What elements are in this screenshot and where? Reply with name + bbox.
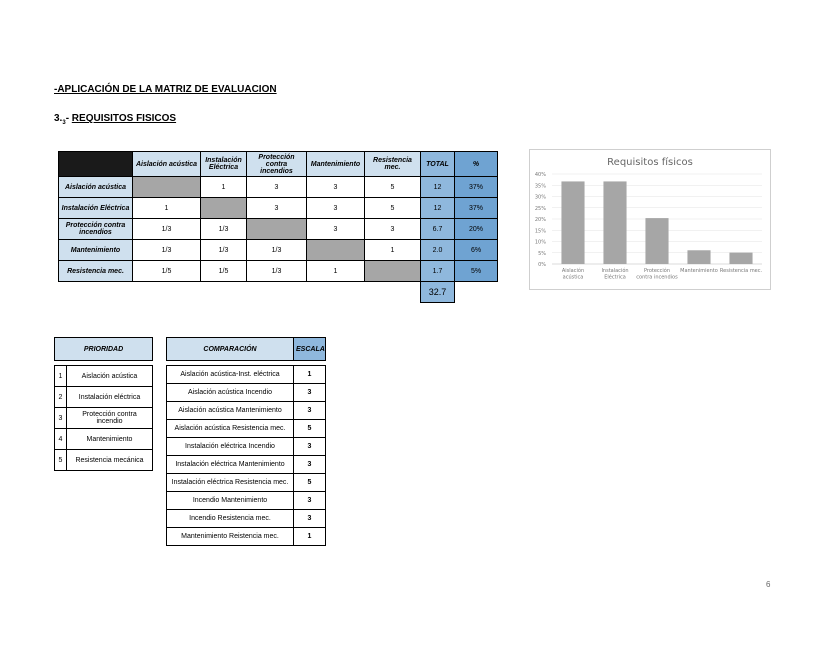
comparison-label: Incendio Mantenimiento — [167, 492, 294, 510]
matrix-pct: 5% — [455, 261, 498, 282]
matrix-cell: 1/3 — [201, 240, 247, 261]
priority-number: 2 — [55, 387, 67, 408]
matrix-diagonal-cell — [365, 261, 421, 282]
chart-y-tick-label: 30% — [534, 194, 546, 201]
chart-y-tick-label: 15% — [534, 228, 546, 235]
matrix-corner — [59, 152, 133, 177]
evaluation-matrix — [58, 151, 498, 303]
comparison-row — [167, 384, 326, 402]
matrix-total: 1.7 — [421, 261, 455, 282]
comparison-label: Mantenimiento Reistencia mec. — [167, 528, 294, 546]
chart-bar — [729, 253, 752, 264]
comparison-row — [167, 438, 326, 456]
comparison-scale: 3 — [294, 456, 326, 474]
comparison-scale: 3 — [294, 510, 326, 528]
matrix-col-header: Aislación acústica — [133, 152, 201, 177]
comparison-scale: 3 — [294, 492, 326, 510]
matrix-cell: 1/3 — [133, 219, 201, 240]
comparison-scale: 5 — [294, 474, 326, 492]
chart-y-tick-label: 0% — [538, 262, 546, 268]
chart-bar — [645, 218, 668, 264]
matrix-cell: 3 — [307, 219, 365, 240]
comparison-label: Instalación eléctrica Mantenimiento — [167, 456, 294, 474]
matrix-row-label: Instalación Eléctrica — [59, 198, 133, 219]
chart-x-tick-label: acústica — [562, 274, 584, 281]
chart-bar — [561, 181, 584, 264]
matrix-row — [59, 198, 498, 219]
priority-number: 4 — [55, 429, 67, 450]
chart-canvas — [530, 150, 770, 289]
comparison-label: Instalación eléctrica Resistencia mec. — [167, 474, 294, 492]
matrix-cell: 1/3 — [247, 261, 307, 282]
matrix-cell: 3 — [307, 198, 365, 219]
document-heading: -APLICACIÓN DE LA MATRIZ DE EVALUACION — [54, 84, 277, 95]
matrix-row — [59, 261, 498, 282]
matrix-total: 12 — [421, 177, 455, 198]
matrix-diagonal-cell — [247, 219, 307, 240]
comparison-row — [167, 528, 326, 546]
comparison-label: Instalación eléctrica Incendio — [167, 438, 294, 456]
chart-y-tick-label: 20% — [534, 217, 546, 223]
matrix-total: 2.0 — [421, 240, 455, 261]
matrix-spacer — [59, 282, 421, 303]
matrix-spacer — [455, 282, 498, 303]
matrix-cell: 1/3 — [247, 240, 307, 261]
matrix-total: 6.7 — [421, 219, 455, 240]
comparison-row — [167, 492, 326, 510]
matrix-cell: 3 — [365, 219, 421, 240]
matrix-pct: 37% — [455, 198, 498, 219]
priority-row — [55, 429, 153, 450]
matrix-cell: 1 — [365, 240, 421, 261]
priority-row — [55, 387, 153, 408]
priority-label: Protección contra incendio — [67, 408, 153, 429]
matrix-cell: 1/3 — [133, 240, 201, 261]
comparison-scale: 3 — [294, 438, 326, 456]
matrix-pct: 20% — [455, 219, 498, 240]
comparison-label: Aislación acústica Mantenimiento — [167, 402, 294, 420]
matrix-pct: 6% — [455, 240, 498, 261]
matrix-cell: 3 — [247, 198, 307, 219]
chart-y-tick-label: 5% — [538, 250, 546, 257]
matrix-cell: 3 — [247, 177, 307, 198]
matrix-cell: 1/5 — [133, 261, 201, 282]
comparison-row — [167, 420, 326, 438]
chart-x-tick-label: Resistencia mec. — [719, 268, 763, 274]
chart-x-tick-label: Protección — [643, 268, 671, 274]
matrix-total-header: TOTAL — [421, 152, 455, 177]
matrix-pct-header: % — [455, 152, 498, 177]
chart-bar — [603, 181, 626, 264]
chart-x-tick-label: Mantenimiento — [680, 268, 718, 274]
matrix-grand-total: 32.7 — [421, 282, 455, 303]
comparison-scale: 3 — [294, 402, 326, 420]
matrix-row — [59, 177, 498, 198]
comparison-scale: 5 — [294, 420, 326, 438]
matrix-cell: 5 — [365, 177, 421, 198]
comparison-row — [167, 456, 326, 474]
matrix-diagonal-cell — [133, 177, 201, 198]
comparison-row — [167, 474, 326, 492]
comparison-row — [167, 510, 326, 528]
priority-label: Mantenimiento — [67, 429, 153, 450]
chart-y-tick-label: 40% — [534, 172, 546, 178]
comparison-scale: 1 — [294, 366, 326, 384]
chart-y-tick-label: 25% — [534, 205, 546, 212]
priority-number: 5 — [55, 450, 67, 471]
matrix-row — [59, 219, 498, 240]
matrix-col-header: Resistencia mec. — [365, 152, 421, 177]
matrix-total: 12 — [421, 198, 455, 219]
section-number: 3. — [54, 113, 63, 124]
priority-row — [55, 366, 153, 387]
comparison-label: Aislación acústica Resistencia mec. — [167, 420, 294, 438]
scale-header: ESCALA — [294, 338, 326, 361]
priority-label: Aislación acústica — [67, 366, 153, 387]
comparison-header: COMPARACIÓN — [167, 338, 294, 361]
priority-label: Instalación eléctrica — [67, 387, 153, 408]
matrix-cell: 1 — [133, 198, 201, 219]
comparison-scale: 1 — [294, 528, 326, 546]
matrix-cell: 1/3 — [201, 219, 247, 240]
comparison-row — [167, 366, 326, 384]
matrix-row-label: Mantenimiento — [59, 240, 133, 261]
chart-title: Requisitos físicos — [607, 157, 693, 168]
section-title-text: REQUISITOS FISICOS — [71, 113, 177, 124]
priority-row — [55, 450, 153, 471]
priority-number: 3 — [55, 408, 67, 429]
chart-x-tick-label: Aislación — [561, 268, 585, 274]
matrix-col-header: Instalación Eléctrica — [201, 152, 247, 177]
matrix-pct: 37% — [455, 177, 498, 198]
matrix-cell: 1 — [201, 177, 247, 198]
matrix-row-label: Resistencia mec. — [59, 261, 133, 282]
priority-table — [54, 337, 153, 471]
priority-header: PRIORIDAD — [55, 338, 153, 361]
matrix-cell: 3 — [307, 177, 365, 198]
section-dash: - — [65, 113, 72, 124]
priority-label: Resistencia mecánica — [67, 450, 153, 471]
matrix-col-header: Protección contra incendios — [247, 152, 307, 177]
matrix-diagonal-cell — [201, 198, 247, 219]
chart-bar — [687, 250, 710, 264]
comparison-row — [167, 402, 326, 420]
chart-y-tick-label: 35% — [534, 183, 546, 190]
comparison-label: Incendio Resistencia mec. — [167, 510, 294, 528]
priority-row — [55, 408, 153, 429]
priority-number: 1 — [55, 366, 67, 387]
chart-x-tick-label: Eléctrica — [604, 274, 626, 281]
chart-y-tick-label: 10% — [534, 239, 546, 246]
requirements-bar-chart — [529, 149, 771, 290]
chart-x-tick-label: contra incendios — [636, 274, 678, 281]
page-number: 6 — [766, 580, 771, 589]
comparison-label: Aislación acústica-Inst. eléctrica — [167, 366, 294, 384]
section-subscript: 3 — [62, 120, 66, 126]
matrix-col-header: Mantenimiento — [307, 152, 365, 177]
chart-x-tick-label: Instalación — [601, 268, 629, 274]
comparison-label: Aislación acústica Incendio — [167, 384, 294, 402]
matrix-row-label: Aislación acústica — [59, 177, 133, 198]
matrix-row — [59, 240, 498, 261]
section-title — [54, 113, 176, 126]
matrix-cell: 5 — [365, 198, 421, 219]
matrix-diagonal-cell — [307, 240, 365, 261]
matrix-cell: 1 — [307, 261, 365, 282]
matrix-cell: 1/5 — [201, 261, 247, 282]
comparison-scale: 3 — [294, 384, 326, 402]
matrix-row-label: Protección contra incendios — [59, 219, 133, 240]
comparison-table — [166, 337, 326, 546]
